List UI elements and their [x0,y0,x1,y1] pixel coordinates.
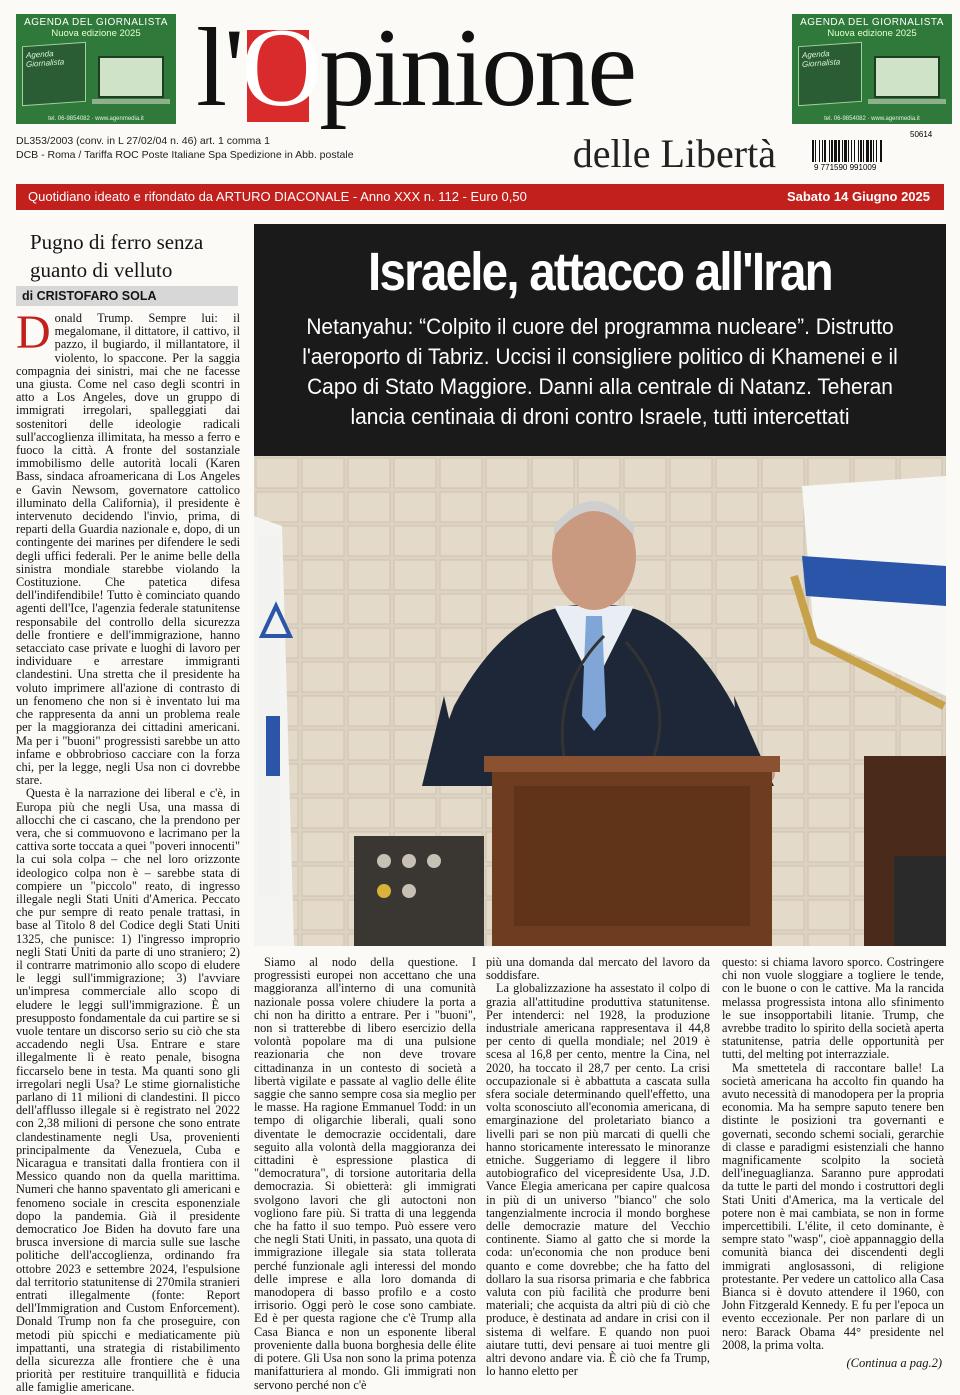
lead-photo[interactable] [254,456,946,946]
barcode-bar [815,140,816,162]
continue-note[interactable]: (Continua a pag.2) [846,1356,942,1370]
barcode [792,128,944,172]
podium [484,756,780,946]
barcode-bar [858,140,859,162]
editorial-column-1 [16,306,240,1395]
barcode-bar [829,140,830,162]
agenda-promo-left[interactable] [16,14,176,124]
paragraph: onald Trump. Sempre lui: il megalomane, il dittatore, il cattivo, il pazzo, il bugiardo, il millantatore, il violento, lo spaccone. Per la saggia compagnia dei sinistri, mai che ne facesse una giusta. Come nel caso degli scontri in atto a Los Angeles, dove un gruppo di immigrati irregolari, spalleggiati dai sostenitori delle ideologie radicali sull'accoglienza illimitata, ha messo a ferro e fuoco la città. A fronte del sostanziale immobilismo delle autorità locali (Karen Bass, sindaca afroamericana di Los Angeles e Gavin Newsom, governatore cattolico illuminato della California), il presidente è intervenuto decidendo l'invio, prima, di reparti della Guardia nazionale e, dopo, di un contingente dei marines per difendere le sedi degli uffici federali. Per le anime belle della sinistra mondiale starebbe violando la Costituzione. Che patetica difesa dell'indifendibile! Tutto è cominciato quando agenti dell'Ice, l'agenzia federale statunitense responsabile del controllo della sicurezza delle frontiere e dell'immigrazione, hanno setacciato case private e luoghi di lavoro per individuare e arrestare immigranti clandestini. Una stretta che il presidente ha voluto imprimere all'azione di contrasto di un fenomeno che non si è inventato lui ma che rappresenta da anni un problema reale per la maggioranza dei cittadini americani. Ma per i "buoni" progressisti sarebbe un atto infame e obbrobrioso cacciare con la forza chi, per la legge, negli Usa non ci dovrebbe stare. [16,311,240,788]
promo-edition: Nuova edizione 2025 [827,28,917,39]
promo-title: AGENDA DEL GIORNALISTA [24,17,168,28]
barcode-bar [848,140,849,162]
barcode-bar [866,140,869,162]
photo-illustration [254,456,946,946]
barcode-bar [860,140,862,162]
laptop-image [98,56,164,98]
barcode-bar [824,140,826,162]
book-label: Agenda Giornalista [802,49,841,69]
barcode-bar [870,140,872,162]
lead-subheadline: Netanyahu: “Colpito il cuore del programma nucleare”. Distrutto l'aeroporto di Tabriz. Uccisi il consigliere politico di Khamenei e il Capo di Stato Maggiore. Danni alla centrale di Natanz. Teheran lancia centinaia di droni contro Israele, tutti intercettati [302,314,898,429]
issue-banner [16,184,944,210]
editorial-column-2 [254,955,476,1392]
barcode-bar [831,140,833,162]
banner-info: Quotidiano ideato e rifondato da ARTURO DIACONALE - Anno XXX n. 112 - Euro 0,50 [28,189,527,204]
paragraph: più una domanda dal mercato del lavoro da soddisfare. [486,955,710,983]
barcode-bar [844,140,847,162]
barcode-bar [876,140,877,162]
barcode-bar [863,140,864,162]
agenda-promo-right[interactable] [792,14,952,124]
book-label: Agenda Giornalista [26,49,65,69]
editorial-byline: di CRISTOFARO SOLA [16,286,238,306]
logo-o-letter: O [241,6,320,130]
barcode-bar [838,140,840,162]
barcode-bar [854,140,855,162]
laptop-image [874,56,940,98]
promo-title: AGENDA DEL GIORNALISTA [800,17,944,28]
promo-footer: tel. 06-9854082 · www.agenmedia.it [48,116,144,122]
barcode-bar [880,140,882,162]
paragraph: Questa è la narrazione dei liberal e c'è, in Europa più che negli Usa, una massa di allocchi che ci cascano, che la prendono per vera, che si commuovono e lacrimano per la cattiva sorte toccata a quei "poveri innocenti" la cui sola colpa – che nel loro orizzonte ideologico colpa non è – sarebbe stata di compiere un "piccolo" reato, di ingresso illegale negli Stati Uniti d'America. Peccato che pur sempre di reato penale trattasi, in base al Titolo 8 del Codice degli Stati Uniti 1325, che punisce: 1) l'ingresso improprio negli Stati Uniti da parte di uno straniero; 2) il contrarre matrimonio allo scopo di eludere le leggi sull'immigrazione; 3) l'avviare un'impresa commerciale allo scopo di eludere le leggi sull'immigrazione. È un presupposto fondamentale da cui partire se si vuole tentare un discorso serio su ciò che sta accadendo negli Usa. Entrare e stare illegalmente lì è reato penale, bisogna ficcarselo bene in testa. Ma quanti sono gli irregolari negli Usa? Le stime giornalistiche parlano di 11 milioni di clandestini. Il picco dell'afflusso illegale si è registrato nel 2022 con 2,38 milioni di persone che sono entrate clandestinamente negli Usa, provenienti principalmente da Venezuela, Cuba e Nicaragua e transitati dalla frontiera con il Messico quando non da quella marittima. Numeri che hanno spaventato gli americani e fenomeno sociale in crescita esponenziale dopo la pandemia. Già il presidente democratico Joe Biden ha dovuto fare una brusca inversione di marcia sulle sue lasche politiche dell'accoglienza, ordinando fra ottobre 2023 e settembre 2024, l'espulsione dal territorio statunitense di 270mila stranieri entrati illegalmente (fonte: Report dell'Immigration and Custom Enforcement). Donald Trump non fa che proseguire, con metodi più spicchi e mediaticamente più impattanti, una strategia di ristabilimento della sicurezza alle frontiere che è una priorità per restituire tranquillità e fiducia alle famiglie americane. [16,786,240,1395]
logo-sub: delle Libertà [572,131,776,176]
barcode-issue: 50614 [910,130,933,139]
editorial-column-3 [486,955,710,1379]
banner-date: Sabato 14 Giugno 2025 [786,189,930,204]
drop-cap: D [16,306,51,359]
agenda-book-image [22,42,86,106]
lead-headline-box[interactable] [254,224,946,456]
barcode-number: 9 771590 991009 [814,163,877,172]
logo-main: l'Opinione [196,6,635,130]
barcode-bar [834,140,837,162]
barcode-bars [792,128,944,172]
barcode-bar [812,140,814,162]
paragraph: Ma smettetela di raccontare balle! La società americana ha accolto fin quando ha avuto necessità di manodopera per la propria economia. Ma ha sempre saputo tenere ben distinte le posizioni tra governanti e governati, secondo schemi sociali, gerarchie di classe e paradigmi esistenziali che hanno magnificamente scolpito la società dell'ineguaglianza. Saranno pure approdati da tutte le parti del mondo i costruttori degli Stati Uniti d'America, ma la verticale del potere non è mai cambiata, se non in forme impercettibili. L'élite, il ceto dominante, è sempre stato "wasp", cioè appannaggio della comunità bianca dei discendenti degli immigrati anglosassoni, di religione protestante. Per vedere un cattolico alla Casa Bianca si è dovuto attendere il 1960, con John Fitzgerald Kennedy. E fu per l'epoca un evento eccezionale. Per non parlare di un nero: Barack Obama 44° presidente nel 2008, la prima volta. [722,1060,944,1352]
promo-footer: tel. 06-9854082 · www.agenmedia.it [824,116,920,122]
barcode-bar [873,140,874,162]
legal-line-2: DCB - Roma / Tariffa ROC Poste Italiane Spa Spedizione in Abb. postale [16,149,354,161]
barcode-bar [822,140,823,162]
paragraph: La globalizzazione ha assestato il colpo di grazia all'attitudine produttiva statunitense. Per intenderci: nel 1928, la produzione industriale americana rappresentava il 44,8 per cento di quella mondiale; nel 2019 è scesa al 16,8 per cento, mentre la Cina, nel 2020, ha toccato il 28,7 per cento. La crisi occupazionale si è abbattuta a cascata sulla sfera sociale determinando quell'effetto, una volta sconosciuto all'economia americana, di emarginazione del proletariato bianco a livelli pari se non più marcati di quelli che hanno storicamente interessato le minoranze etniche. Suggeriamo di leggere il libro autobiografico del vicepresidente Usa, J.D. Vance Elegia americana per capire qualcosa in più di un universo "bianco" che solo tangenzialmente incrocia il mondo borghese delle democrazie mature del Vecchio continente. Siamo al gatto che si morde la coda: un'economia che non produce beni quanto e come dovrebbe; che ha fatto del dollaro la sua risorsa primaria e che fabbrica valuta con più facilità che produrre beni materiali; che acquista da altri più di ciò che produce, è destinata ad andare in crisi con il sistema di welfare. E quando non puoi aiutare tutti, devi pensare ai tuoi mentre gli altri devono andare via. È ciò che fa Trump, lo hanno eletto per [486,981,710,1379]
paragraph: Siamo al nodo della questione. I progressisti europei non accettano che una maggioranza all'interno di una comunità nazionale possa volere chiudere la porta a chi non ha diritto a entrare. Per i "buoni", non si tratterebbe di libero esercizio della volontà popolare ma di una pulsione reazionaria che non deve trovare cittadinanza in un contesto di società a libertà vigilate e passate al vaglio delle élite saggie che sanno sempre cosa sia meglio per le masse. Ha ragione Emmanuel Todd: in un tempo di oligarchie liberali, quali sono diventate le democrazie occidentali, dare seguito alla volontà della maggioranza dei cittadini è espressione plastica di "democratura", di torsione autoritaria della democrazia. Si obietterà: gli immigrati svolgono lavori che gli autoctoni non vogliono fare più. Si tratta di una leggenda che ha fatto il suo tempo. Può essere vero che negli Stati Uniti, in passato, una quota di immigrazione illegale sia stata tollerata perché funzionale agli interessi del mondo delle imprese e alla loro domanda di manodopera di basso profilo e a costo irrisorio. Oggi però le cose sono cambiate. Ed è per questa ragione che c'è Trump alla Casa Bianca e non un esponente liberal proveniente dalla buona borghesia delle élite di potere. Gli Usa non sono la prima potenza manifatturiera al mondo. Gli immigrati non servono perché non c'è [254,955,476,1392]
legal-line-1: DL353/2003 (conv. in L 27/02/04 n. 46) art. 1 comma 1 [16,135,270,147]
editorial-title[interactable]: Pugno di ferro senza guanto di velluto [30,230,204,282]
barcode-bar [819,140,820,162]
barcode-bar [851,140,852,162]
paragraph: questo: si chiama lavoro sporco. Costringere chi non vuole sloggiare a togliere le tende, con le buone o con le cattive. Ma la rancida melassa progressista intona allo sfinimento le sue insopportabili litanie. Trump, che avrebbe tradito lo spirito della società aperta statunitense, patria delle opportunità per tutti, del melting pot interrazziale. [722,955,944,1062]
agenda-book-image [798,42,862,106]
barcode-bar [842,140,843,162]
lead-headline: Israele, attacco all'Iran [368,242,832,302]
editorial-column-4 [722,956,944,1354]
legal-notice [16,134,354,162]
promo-edition: Nuova edizione 2025 [51,28,141,39]
